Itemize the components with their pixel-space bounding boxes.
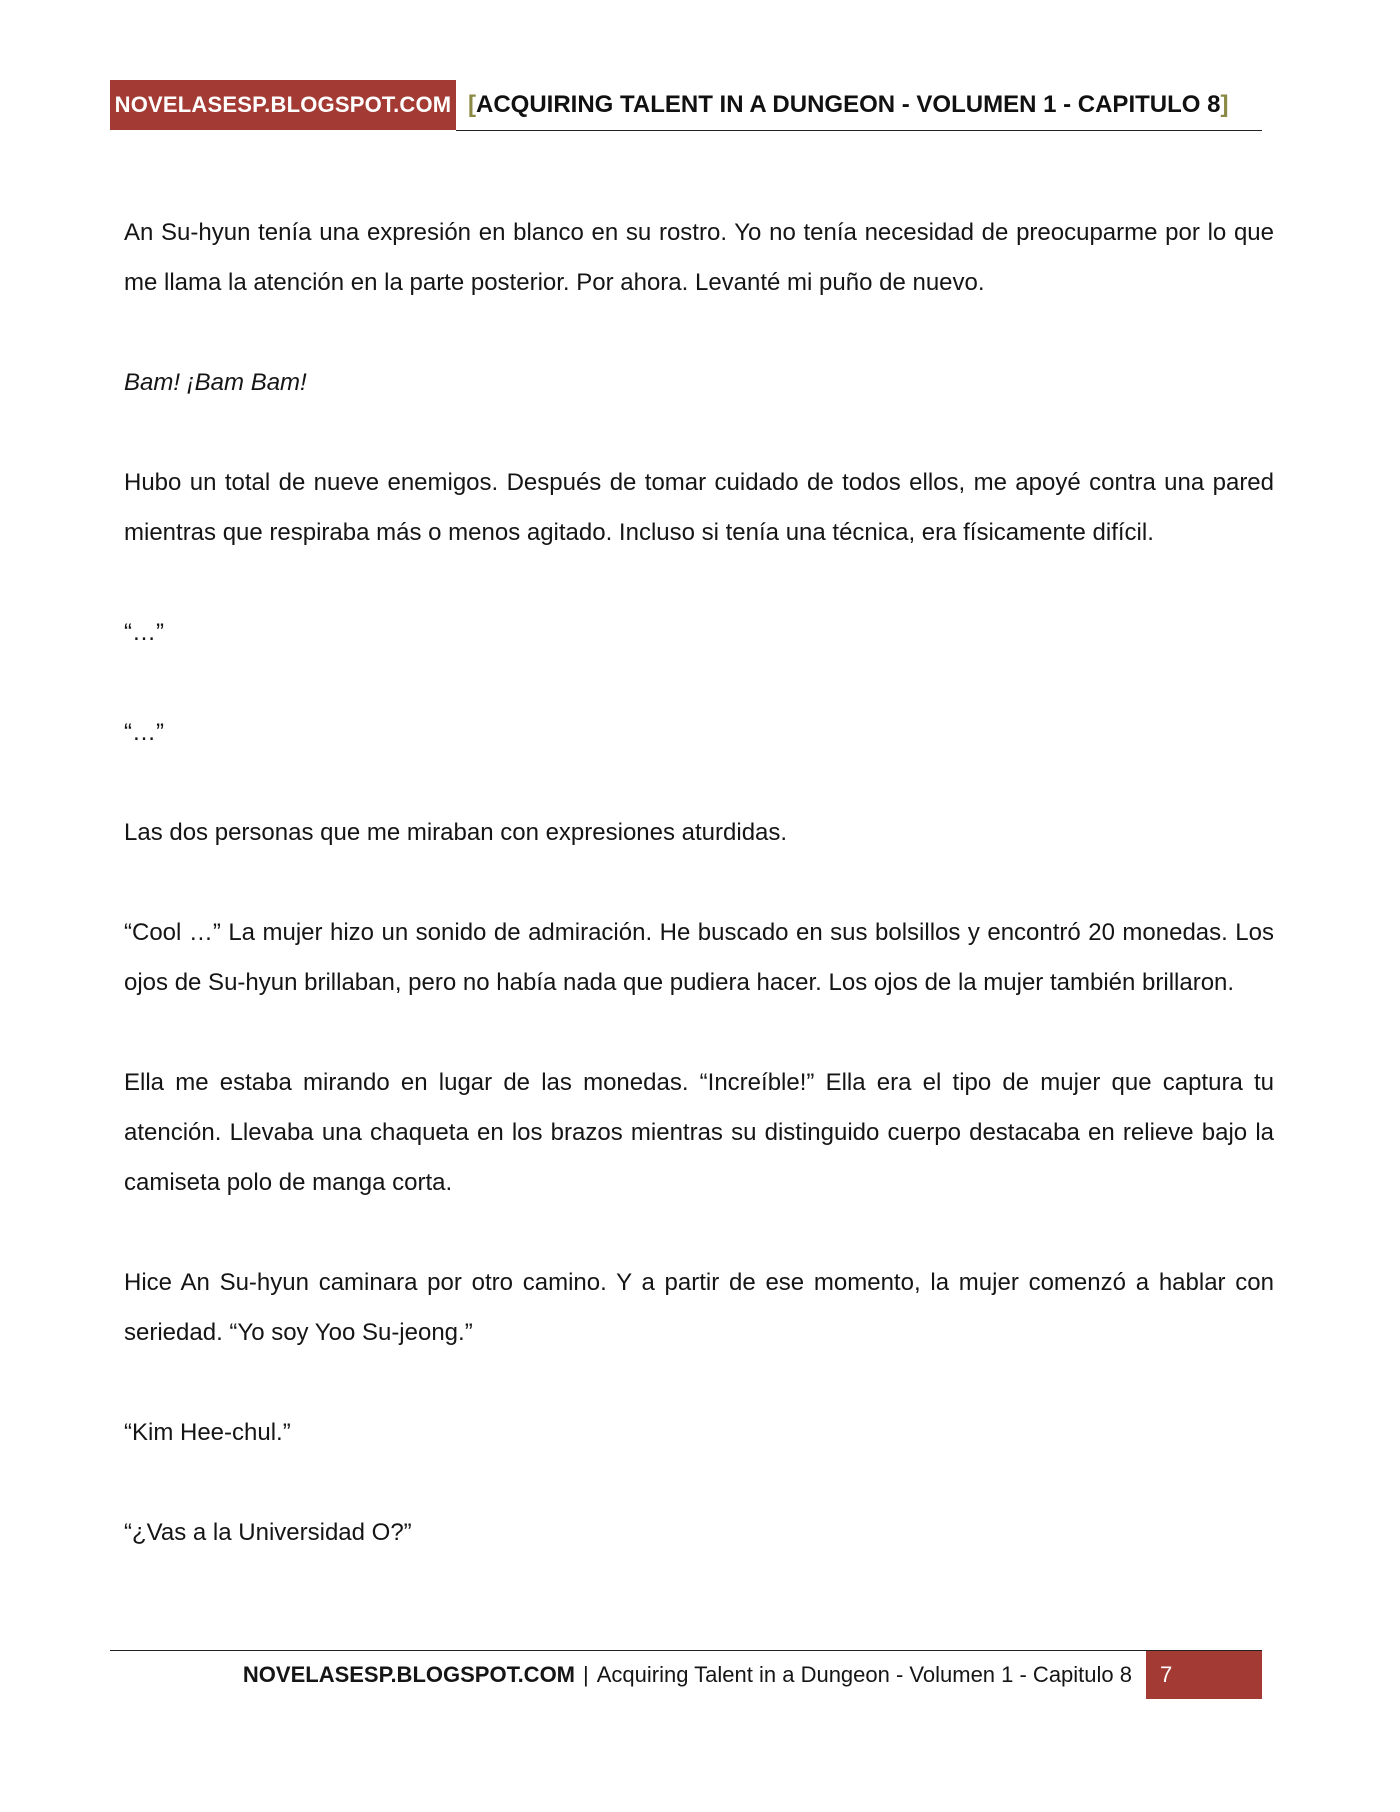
paragraph: “Cool …” La mujer hizo un sonido de admiración. He buscado en sus bolsillos y encontró 20 monedas. Los ojos de Su-hyun brillaban, pero no había nada que pudiera hacer. Los ojos de la mujer también brillaron. [124,919,1274,996]
footer-title: Acquiring Talent in a Dungeon - Volumen 1 - Capitulo 8 [596,1662,1132,1687]
paragraph: Ella me estaba mirando en lugar de las monedas. “Increíble!” Ella era el tipo de mujer que captura tu atención. Llevaba una chaqueta en los brazos mientras su distinguido cuerpo destacaba en relieve bajo la camiseta polo de manga corta. [124,1069,1274,1196]
paragraph: Bam! ¡Bam Bam! [124,369,307,396]
header-bracket-close: ] [1220,91,1229,118]
paragraph: Las dos personas que me miraban con expresiones aturdidas. [124,819,788,846]
page-number: 7 [1146,1651,1262,1699]
paragraph: Hubo un total de nueve enemigos. Después de tomar cuidado de todos ellos, me apoyé contra una pared mientras que respiraba más o menos agitado. Incluso si tenía una técnica, era físicamente difícil. [124,469,1274,546]
paragraph: “…” [124,719,164,746]
paragraph: “¿Vas a la Universidad O?” [124,1519,412,1546]
paragraph: Hice An Su-hyun caminara por otro camino. Y a partir de ese momento, la mujer comenzó a hablar con seriedad. “Yo soy Yoo Su-jeong.” [124,1269,1274,1346]
page-footer [110,1651,1262,1699]
header-site-label: NOVELASESP.BLOGSPOT.COM [110,80,456,130]
header-bracket-open: [ [468,91,476,118]
paragraph: “Kim Hee-chul.” [124,1419,291,1446]
page-header [110,80,1262,132]
header-title-text: ACQUIRING TALENT IN A DUNGEON - VOLUMEN 1 - CAPITULO 8 [476,91,1221,118]
page-body [124,208,1274,1608]
header-divider [456,130,1262,131]
footer-site-label: NOVELASESP.BLOGSPOT.COM [242,1662,576,1687]
footer-caption [243,1651,1132,1699]
footer-separator: | [583,1662,589,1687]
header-chapter-title [468,80,1228,130]
paragraph: “…” [124,619,164,646]
paragraph: An Su-hyun tenía una expresión en blanco en su rostro. Yo no tenía necesidad de preocuparme por lo que me llama la atención en la parte posterior. Por ahora. Levanté mi puño de nuevo. [124,219,1274,296]
